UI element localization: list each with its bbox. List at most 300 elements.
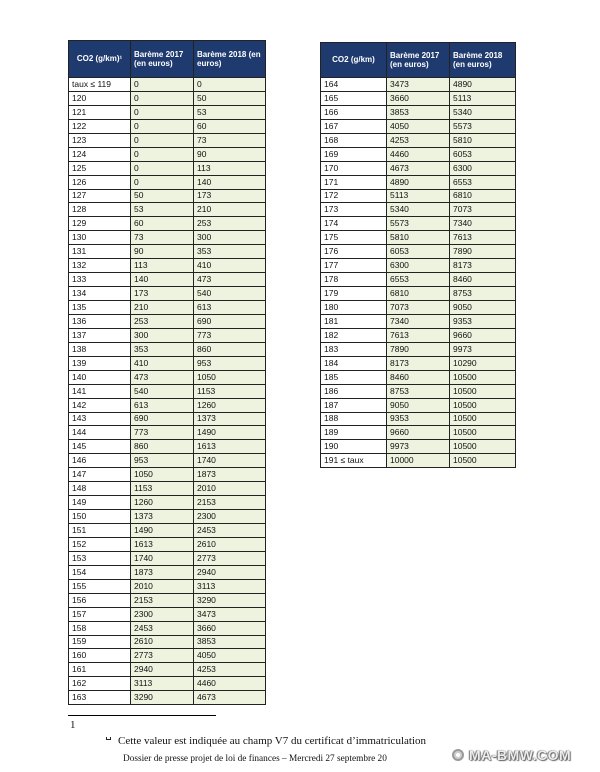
bareme-2017-cell: 7613 bbox=[387, 328, 450, 342]
table-row bbox=[69, 426, 266, 440]
bareme-2018-cell: 2610 bbox=[194, 537, 266, 551]
bareme-2018-cell: 300 bbox=[194, 231, 266, 245]
bareme-2017-cell: 9050 bbox=[387, 398, 450, 412]
table-row bbox=[69, 245, 266, 259]
bareme-2018-cell: 0 bbox=[194, 78, 266, 92]
bareme-2017-cell: 5113 bbox=[387, 189, 450, 203]
bareme-2018-cell: 3473 bbox=[194, 607, 266, 621]
watermark-logo-icon bbox=[452, 749, 464, 761]
table-row bbox=[321, 384, 516, 398]
bareme-2018-cell: 2773 bbox=[194, 551, 266, 565]
co2-cell: 149 bbox=[69, 496, 131, 510]
co2-cell: 124 bbox=[69, 147, 131, 161]
co2-cell: 127 bbox=[69, 189, 131, 203]
co2-cell: 176 bbox=[321, 245, 387, 259]
bareme-2017-cell: 4890 bbox=[387, 175, 450, 189]
co2-cell: 174 bbox=[321, 217, 387, 231]
watermark bbox=[452, 746, 571, 764]
co2-cell: 135 bbox=[69, 301, 131, 315]
bareme-2017-cell: 410 bbox=[131, 356, 194, 370]
table-row bbox=[69, 133, 266, 147]
co2-cell: 151 bbox=[69, 524, 131, 538]
bareme-2018-cell: 7073 bbox=[450, 203, 516, 217]
bareme-2017-cell: 253 bbox=[131, 314, 194, 328]
table-row bbox=[321, 119, 516, 133]
bareme-2018-cell: 3290 bbox=[194, 593, 266, 607]
table-row bbox=[321, 273, 516, 287]
bareme-2018-cell: 9973 bbox=[450, 342, 516, 356]
table-row bbox=[69, 273, 266, 287]
bareme-2018-cell: 1873 bbox=[194, 468, 266, 482]
bareme-2017-cell: 113 bbox=[131, 259, 194, 273]
co2-cell: 134 bbox=[69, 287, 131, 301]
co2-cell: 138 bbox=[69, 342, 131, 356]
co2-cell: 161 bbox=[69, 663, 131, 677]
bareme-2018-cell: 10500 bbox=[450, 426, 516, 440]
watermark-text: MA-BMW.COM bbox=[469, 747, 572, 763]
co2-cell: 144 bbox=[69, 426, 131, 440]
co2-cell: 140 bbox=[69, 370, 131, 384]
bareme-2017-cell: 773 bbox=[131, 426, 194, 440]
table-row bbox=[321, 147, 516, 161]
co2-cell: 190 bbox=[321, 440, 387, 454]
bareme-2018-cell: 2010 bbox=[194, 482, 266, 496]
bareme-2017-cell: 0 bbox=[131, 91, 194, 105]
table-row bbox=[321, 356, 516, 370]
co2-cell: 142 bbox=[69, 398, 131, 412]
table-row bbox=[321, 259, 516, 273]
bareme-2018-cell: 4673 bbox=[194, 691, 266, 705]
bareme-2017-cell: 0 bbox=[131, 105, 194, 119]
co2-cell: 125 bbox=[69, 161, 131, 175]
bareme-2017-cell: 4673 bbox=[387, 161, 450, 175]
table-row bbox=[69, 370, 266, 384]
table-row bbox=[69, 91, 266, 105]
co2-cell: 152 bbox=[69, 537, 131, 551]
table-row bbox=[69, 328, 266, 342]
table-row bbox=[69, 412, 266, 426]
bareme-2017-cell: 140 bbox=[131, 273, 194, 287]
bareme-2018-cell: 540 bbox=[194, 287, 266, 301]
bareme-2018-cell: 473 bbox=[194, 273, 266, 287]
table-row bbox=[69, 147, 266, 161]
table-row bbox=[321, 231, 516, 245]
bareme-2017-cell: 90 bbox=[131, 245, 194, 259]
bareme-2018-cell: 4050 bbox=[194, 649, 266, 663]
bareme-2017-cell: 6553 bbox=[387, 273, 450, 287]
bareme-2018-cell: 953 bbox=[194, 356, 266, 370]
table-row bbox=[69, 496, 266, 510]
table-row bbox=[69, 259, 266, 273]
bareme-2018-cell: 7890 bbox=[450, 245, 516, 259]
bareme-2017-cell: 2940 bbox=[131, 663, 194, 677]
co2-cell: 178 bbox=[321, 273, 387, 287]
bareme-2017-cell: 9353 bbox=[387, 412, 450, 426]
co2-cell: 139 bbox=[69, 356, 131, 370]
co2-column-header: CO2 (g/km)¹ bbox=[69, 41, 131, 78]
bareme-2018-cell: 2453 bbox=[194, 524, 266, 538]
bareme-2017-cell: 4253 bbox=[387, 133, 450, 147]
co2-cell: 163 bbox=[69, 691, 131, 705]
table-row bbox=[69, 454, 266, 468]
bareme-2018-cell: 9050 bbox=[450, 301, 516, 315]
co2-cell: 171 bbox=[321, 175, 387, 189]
footnote-number: 1 bbox=[70, 719, 76, 731]
bareme-2017-cell: 1050 bbox=[131, 468, 194, 482]
left-tariff-table bbox=[68, 40, 266, 705]
co2-cell: 128 bbox=[69, 203, 131, 217]
co2-cell: 180 bbox=[321, 301, 387, 315]
table-row bbox=[69, 287, 266, 301]
co2-cell: 191 ≤ taux bbox=[321, 454, 387, 468]
bareme-2018-cell: 140 bbox=[194, 175, 266, 189]
table-row bbox=[69, 663, 266, 677]
bareme-2018-cell: 253 bbox=[194, 217, 266, 231]
bareme-2017-cell: 10000 bbox=[387, 454, 450, 468]
bareme-2018-cell: 60 bbox=[194, 119, 266, 133]
bareme-2017-cell: 4460 bbox=[387, 147, 450, 161]
bareme-2018-cell: 3660 bbox=[194, 621, 266, 635]
co2-cell: 150 bbox=[69, 510, 131, 524]
bareme-2018-cell: 2300 bbox=[194, 510, 266, 524]
bareme-2017-cell: 50 bbox=[131, 189, 194, 203]
bareme-2017-cell: 7340 bbox=[387, 314, 450, 328]
bareme-2018-cell: 1153 bbox=[194, 384, 266, 398]
bareme-2018-cell: 5810 bbox=[450, 133, 516, 147]
bareme-2017-cell: 173 bbox=[131, 287, 194, 301]
bareme-2017-cell: 3290 bbox=[131, 691, 194, 705]
table-row bbox=[321, 287, 516, 301]
co2-cell: 148 bbox=[69, 482, 131, 496]
bareme-2018-cell: 6300 bbox=[450, 161, 516, 175]
bareme-2018-cell: 8460 bbox=[450, 273, 516, 287]
bareme-2017-cell: 8173 bbox=[387, 356, 450, 370]
co2-column-header: CO2 (g/km) bbox=[321, 43, 387, 78]
bareme-2018-cell: 410 bbox=[194, 259, 266, 273]
bareme-2018-cell: 5340 bbox=[450, 105, 516, 119]
co2-cell: 186 bbox=[321, 384, 387, 398]
bareme-2017-cell: 0 bbox=[131, 147, 194, 161]
bareme-2018-cell: 10500 bbox=[450, 440, 516, 454]
co2-cell: 157 bbox=[69, 607, 131, 621]
bareme-2017-cell: 3473 bbox=[387, 78, 450, 92]
table-row bbox=[69, 691, 266, 705]
table-row bbox=[69, 621, 266, 635]
co2-cell: 132 bbox=[69, 259, 131, 273]
left-table-body bbox=[69, 78, 266, 705]
table-row bbox=[69, 649, 266, 663]
bareme-2017-cell: 613 bbox=[131, 398, 194, 412]
bareme-2018-cell: 5573 bbox=[450, 119, 516, 133]
table-row bbox=[69, 579, 266, 593]
co2-cell: 177 bbox=[321, 259, 387, 273]
bareme-2018-cell: 6810 bbox=[450, 189, 516, 203]
table-row bbox=[69, 677, 266, 691]
bareme-2018-cell: 173 bbox=[194, 189, 266, 203]
bareme-2017-cell: 2453 bbox=[131, 621, 194, 635]
table-header-row bbox=[321, 43, 516, 78]
bareme-2018-cell: 2153 bbox=[194, 496, 266, 510]
bareme-2018-cell: 8753 bbox=[450, 287, 516, 301]
co2-cell: 122 bbox=[69, 119, 131, 133]
co2-cell: taux ≤ 119 bbox=[69, 78, 131, 92]
bareme-2017-cell: 6810 bbox=[387, 287, 450, 301]
co2-cell: 154 bbox=[69, 565, 131, 579]
table-row bbox=[321, 412, 516, 426]
table-row bbox=[69, 565, 266, 579]
bareme-2018-cell: 3113 bbox=[194, 579, 266, 593]
table-row bbox=[321, 342, 516, 356]
bareme-2017-column-header: Barème 2017 (en euros) bbox=[131, 41, 194, 78]
table-row bbox=[69, 314, 266, 328]
bareme-2018-cell: 53 bbox=[194, 105, 266, 119]
bareme-2018-cell: 7613 bbox=[450, 231, 516, 245]
bareme-2017-cell: 1613 bbox=[131, 537, 194, 551]
footnote-separator bbox=[68, 715, 216, 716]
co2-cell: 166 bbox=[321, 105, 387, 119]
co2-cell: 156 bbox=[69, 593, 131, 607]
table-row bbox=[321, 189, 516, 203]
bareme-2017-cell: 4050 bbox=[387, 119, 450, 133]
table-row bbox=[69, 161, 266, 175]
co2-cell: 137 bbox=[69, 328, 131, 342]
co2-cell: 153 bbox=[69, 551, 131, 565]
page-footer: Dossier de presse projet de loi de finances – Mercredi 27 septembre 20 bbox=[123, 754, 387, 764]
table-row bbox=[321, 217, 516, 231]
bareme-2018-cell: 2940 bbox=[194, 565, 266, 579]
bareme-2017-cell: 3660 bbox=[387, 91, 450, 105]
bareme-2017-cell: 353 bbox=[131, 342, 194, 356]
bareme-2017-cell: 2300 bbox=[131, 607, 194, 621]
table-row bbox=[69, 510, 266, 524]
bareme-2017-cell: 53 bbox=[131, 203, 194, 217]
bareme-2017-cell: 0 bbox=[131, 175, 194, 189]
footnote-marker-icon bbox=[106, 737, 111, 740]
co2-cell: 129 bbox=[69, 217, 131, 231]
bareme-2018-cell: 860 bbox=[194, 342, 266, 356]
table-row bbox=[321, 91, 516, 105]
bareme-2018-cell: 10500 bbox=[450, 412, 516, 426]
table-row bbox=[69, 342, 266, 356]
bareme-2017-cell: 7890 bbox=[387, 342, 450, 356]
bareme-2017-cell: 540 bbox=[131, 384, 194, 398]
co2-cell: 162 bbox=[69, 677, 131, 691]
bareme-2017-cell: 0 bbox=[131, 78, 194, 92]
table-row bbox=[69, 189, 266, 203]
bareme-2017-cell: 690 bbox=[131, 412, 194, 426]
bareme-2017-cell: 300 bbox=[131, 328, 194, 342]
table-row bbox=[69, 203, 266, 217]
table-row bbox=[69, 78, 266, 92]
co2-cell: 120 bbox=[69, 91, 131, 105]
table-row bbox=[69, 231, 266, 245]
footnote-text: Cette valeur est indiquée au champ V7 du certificat d’immatriculation bbox=[118, 735, 426, 747]
co2-cell: 165 bbox=[321, 91, 387, 105]
bareme-2017-cell: 5340 bbox=[387, 203, 450, 217]
co2-cell: 189 bbox=[321, 426, 387, 440]
bareme-2018-cell: 353 bbox=[194, 245, 266, 259]
bareme-2018-cell: 10500 bbox=[450, 384, 516, 398]
bareme-2017-cell: 2773 bbox=[131, 649, 194, 663]
co2-cell: 175 bbox=[321, 231, 387, 245]
bareme-2018-cell: 1373 bbox=[194, 412, 266, 426]
bareme-2017-cell: 1373 bbox=[131, 510, 194, 524]
co2-cell: 160 bbox=[69, 649, 131, 663]
bareme-2018-cell: 5113 bbox=[450, 91, 516, 105]
table-row bbox=[69, 440, 266, 454]
table-row bbox=[69, 105, 266, 119]
bareme-2017-cell: 2610 bbox=[131, 635, 194, 649]
bareme-2018-cell: 7340 bbox=[450, 217, 516, 231]
co2-cell: 173 bbox=[321, 203, 387, 217]
table-header-row bbox=[69, 41, 266, 78]
bareme-2017-cell: 1740 bbox=[131, 551, 194, 565]
bareme-2017-cell: 73 bbox=[131, 231, 194, 245]
right-tariff-table bbox=[320, 42, 516, 468]
bareme-2017-cell: 9973 bbox=[387, 440, 450, 454]
co2-cell: 183 bbox=[321, 342, 387, 356]
table-row bbox=[321, 245, 516, 259]
table-row bbox=[321, 426, 516, 440]
co2-cell: 131 bbox=[69, 245, 131, 259]
bareme-2017-cell: 7073 bbox=[387, 301, 450, 315]
bareme-2018-cell: 8173 bbox=[450, 259, 516, 273]
table-row bbox=[321, 105, 516, 119]
co2-cell: 169 bbox=[321, 147, 387, 161]
bareme-2018-cell: 1740 bbox=[194, 454, 266, 468]
co2-cell: 181 bbox=[321, 314, 387, 328]
co2-cell: 143 bbox=[69, 412, 131, 426]
bareme-2018-cell: 4460 bbox=[194, 677, 266, 691]
table-row bbox=[69, 356, 266, 370]
bareme-2018-cell: 10500 bbox=[450, 370, 516, 384]
co2-cell: 168 bbox=[321, 133, 387, 147]
bareme-2017-cell: 3853 bbox=[387, 105, 450, 119]
co2-cell: 141 bbox=[69, 384, 131, 398]
bareme-2017-cell: 1490 bbox=[131, 524, 194, 538]
bareme-2017-cell: 473 bbox=[131, 370, 194, 384]
bareme-2017-cell: 5810 bbox=[387, 231, 450, 245]
right-table-body bbox=[321, 78, 516, 468]
table-row bbox=[69, 119, 266, 133]
co2-cell: 187 bbox=[321, 398, 387, 412]
bareme-2017-cell: 60 bbox=[131, 217, 194, 231]
bareme-2018-cell: 10290 bbox=[450, 356, 516, 370]
bareme-2017-cell: 860 bbox=[131, 440, 194, 454]
table-row bbox=[69, 384, 266, 398]
table-row bbox=[69, 607, 266, 621]
table-row bbox=[69, 635, 266, 649]
table-row bbox=[321, 398, 516, 412]
bareme-2018-cell: 773 bbox=[194, 328, 266, 342]
co2-cell: 123 bbox=[69, 133, 131, 147]
co2-cell: 126 bbox=[69, 175, 131, 189]
co2-cell: 170 bbox=[321, 161, 387, 175]
table-row bbox=[321, 314, 516, 328]
table-row bbox=[321, 301, 516, 315]
bareme-2017-cell: 0 bbox=[131, 133, 194, 147]
bareme-2018-cell: 73 bbox=[194, 133, 266, 147]
co2-cell: 188 bbox=[321, 412, 387, 426]
co2-cell: 147 bbox=[69, 468, 131, 482]
table-row bbox=[321, 328, 516, 342]
bareme-2018-cell: 210 bbox=[194, 203, 266, 217]
co2-cell: 133 bbox=[69, 273, 131, 287]
bareme-2017-cell: 1873 bbox=[131, 565, 194, 579]
bareme-2018-cell: 690 bbox=[194, 314, 266, 328]
bareme-2017-cell: 0 bbox=[131, 161, 194, 175]
bareme-2017-cell: 1153 bbox=[131, 482, 194, 496]
co2-cell: 136 bbox=[69, 314, 131, 328]
co2-cell: 185 bbox=[321, 370, 387, 384]
co2-cell: 121 bbox=[69, 105, 131, 119]
table-row bbox=[69, 537, 266, 551]
bareme-2017-cell: 953 bbox=[131, 454, 194, 468]
bareme-2018-cell: 1490 bbox=[194, 426, 266, 440]
bareme-2018-cell: 10500 bbox=[450, 398, 516, 412]
co2-cell: 159 bbox=[69, 635, 131, 649]
table-row bbox=[69, 482, 266, 496]
table-row bbox=[321, 440, 516, 454]
co2-cell: 145 bbox=[69, 440, 131, 454]
bareme-2018-cell: 1613 bbox=[194, 440, 266, 454]
bareme-2017-cell: 8753 bbox=[387, 384, 450, 398]
bareme-2018-cell: 4890 bbox=[450, 78, 516, 92]
co2-cell: 182 bbox=[321, 328, 387, 342]
bareme-2018-column-header: Barème 2018 (en euros) bbox=[194, 41, 266, 78]
table-row bbox=[321, 161, 516, 175]
bareme-2018-cell: 1260 bbox=[194, 398, 266, 412]
bareme-2017-cell: 5573 bbox=[387, 217, 450, 231]
bareme-2017-cell: 2153 bbox=[131, 593, 194, 607]
co2-cell: 167 bbox=[321, 119, 387, 133]
table-row bbox=[69, 398, 266, 412]
bareme-2018-cell: 9353 bbox=[450, 314, 516, 328]
bareme-2017-cell: 8460 bbox=[387, 370, 450, 384]
bareme-2017-cell: 6053 bbox=[387, 245, 450, 259]
co2-cell: 155 bbox=[69, 579, 131, 593]
co2-cell: 184 bbox=[321, 356, 387, 370]
bareme-2017-cell: 3113 bbox=[131, 677, 194, 691]
table-row bbox=[321, 203, 516, 217]
table-row bbox=[69, 593, 266, 607]
bareme-2018-cell: 6553 bbox=[450, 175, 516, 189]
table-row bbox=[321, 454, 516, 468]
bareme-2018-cell: 3853 bbox=[194, 635, 266, 649]
table-row bbox=[69, 175, 266, 189]
table-row bbox=[69, 524, 266, 538]
table-row bbox=[69, 468, 266, 482]
bareme-2018-cell: 613 bbox=[194, 301, 266, 315]
co2-cell: 172 bbox=[321, 189, 387, 203]
bareme-2018-cell: 6053 bbox=[450, 147, 516, 161]
bareme-2018-cell: 4253 bbox=[194, 663, 266, 677]
bareme-2017-cell: 1260 bbox=[131, 496, 194, 510]
co2-cell: 146 bbox=[69, 454, 131, 468]
bareme-2017-cell: 210 bbox=[131, 301, 194, 315]
bareme-2018-cell: 10500 bbox=[450, 454, 516, 468]
table-row bbox=[321, 133, 516, 147]
bareme-2017-cell: 6300 bbox=[387, 259, 450, 273]
bareme-2018-cell: 9660 bbox=[450, 328, 516, 342]
co2-cell: 158 bbox=[69, 621, 131, 635]
co2-cell: 130 bbox=[69, 231, 131, 245]
co2-cell: 164 bbox=[321, 78, 387, 92]
table-row bbox=[69, 217, 266, 231]
bareme-2017-cell: 2010 bbox=[131, 579, 194, 593]
bareme-2017-cell: 9660 bbox=[387, 426, 450, 440]
bareme-2018-cell: 90 bbox=[194, 147, 266, 161]
